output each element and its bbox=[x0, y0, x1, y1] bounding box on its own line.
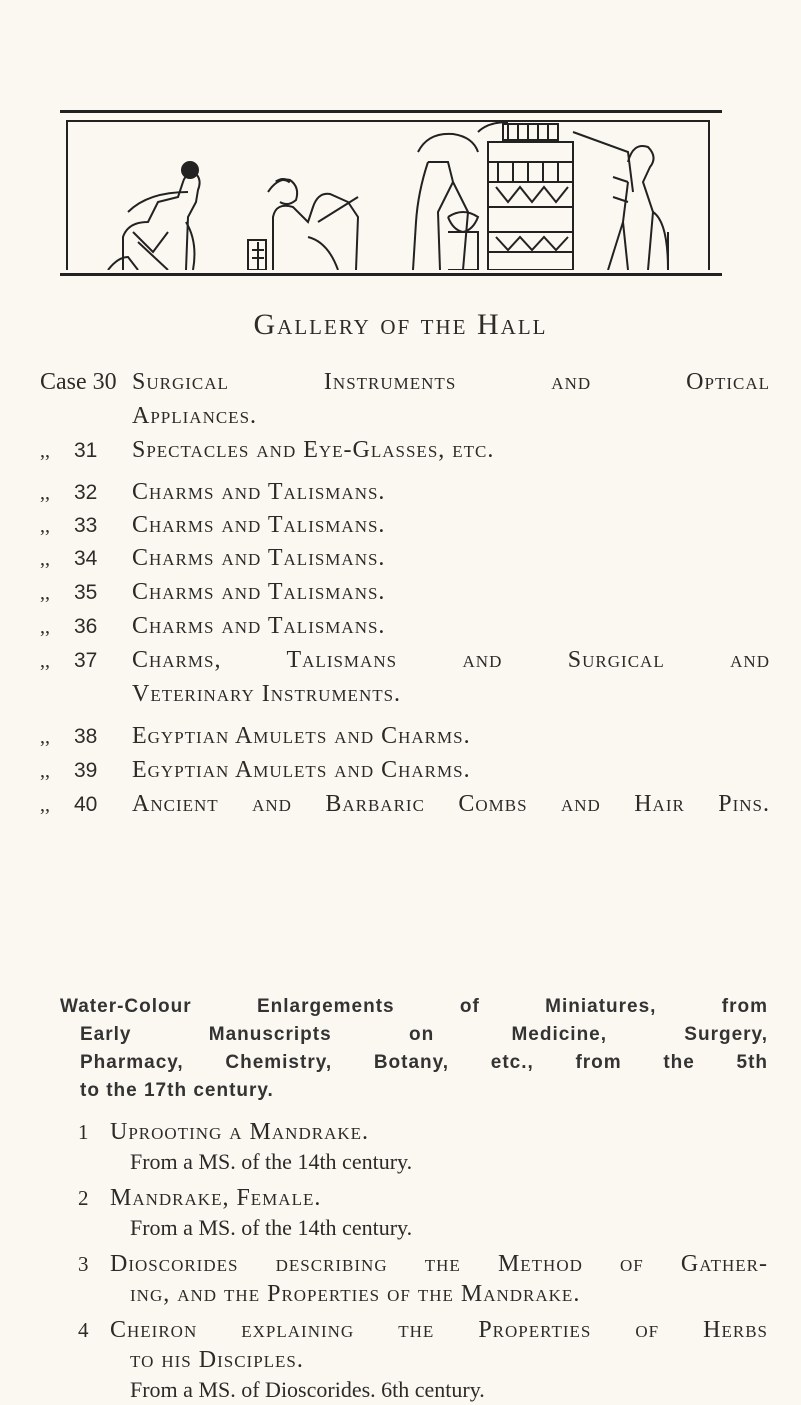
intro-line: Water-Colour Enlargements of Miniatures, from bbox=[60, 996, 768, 1017]
case-title: Charms and Talismans. bbox=[132, 479, 386, 505]
case-title: Egyptian Amulets and Charms. bbox=[132, 723, 471, 749]
case-title: Charms and Talismans. bbox=[132, 579, 386, 605]
item-title: Cheiron explaining the Properties of Herbs to his Disciples. bbox=[110, 1317, 768, 1373]
case-number: ,, 33 bbox=[40, 514, 98, 537]
item-source: From a MS. of Dioscorides. 6th century. bbox=[130, 1377, 485, 1402]
case-row bbox=[40, 508, 770, 541]
item-source: From a MS. of the 14th century. bbox=[130, 1149, 413, 1174]
case-title: Ancient and Barbaric Combs and Hair Pins. bbox=[132, 791, 770, 817]
item-number: 4 bbox=[78, 1318, 89, 1342]
case-row bbox=[40, 541, 770, 575]
case-number: ,, 34 bbox=[40, 547, 98, 570]
watercolour-intro bbox=[60, 993, 768, 1105]
case-number: ,, 32 bbox=[40, 481, 98, 504]
list-item bbox=[78, 1117, 768, 1183]
item-title: Dioscorides describing the Method of Gather- ing, and the Properties of the Mandrake. bbox=[110, 1251, 768, 1307]
list-item bbox=[78, 1315, 768, 1405]
case-title: Spectacles and Eye-Glasses, etc. bbox=[132, 437, 495, 463]
case-row bbox=[40, 787, 770, 821]
case-number: Case 30 bbox=[40, 369, 117, 395]
item-source: From a MS. of the 14th century. bbox=[130, 1215, 413, 1240]
case-row bbox=[40, 475, 770, 508]
frieze-icon bbox=[68, 122, 708, 270]
item-title: Mandrake, Female. bbox=[110, 1185, 322, 1211]
case-title: Egyptian Amulets and Charms. bbox=[132, 757, 471, 783]
case-row bbox=[40, 433, 770, 475]
list-item bbox=[78, 1249, 768, 1315]
gallery-title: Gallery of the Hall bbox=[253, 308, 548, 341]
case-title: Charms and Talismans. bbox=[132, 613, 386, 639]
case-row bbox=[40, 753, 770, 787]
case-title: Charms and Talismans. bbox=[132, 545, 386, 571]
case-row bbox=[40, 365, 770, 433]
item-number: 1 bbox=[78, 1120, 89, 1144]
egyptian-frieze-illustration bbox=[66, 120, 710, 270]
case-number: ,, 39 bbox=[40, 759, 98, 782]
case-row bbox=[40, 643, 770, 719]
case-row bbox=[40, 575, 770, 609]
case-list bbox=[40, 365, 770, 821]
case-title: Charms and Talismans. bbox=[132, 512, 386, 538]
intro-line: to the 17th century. bbox=[80, 1080, 274, 1101]
case-number: ,, 31 bbox=[40, 439, 98, 462]
list-item bbox=[78, 1183, 768, 1249]
item-number: 3 bbox=[78, 1252, 89, 1276]
item-title: Uprooting a Mandrake. bbox=[110, 1119, 370, 1145]
intro-line: Pharmacy, Chemistry, Botany, etc., from the 5th bbox=[80, 1052, 768, 1073]
intro-line: Early Manuscripts on Medicine, Surgery, bbox=[80, 1024, 768, 1045]
case-number: ,, 40 bbox=[40, 793, 98, 816]
case-row bbox=[40, 609, 770, 643]
case-number: ,, 37 bbox=[40, 649, 98, 672]
case-number: ,, 35 bbox=[40, 581, 98, 604]
miniature-list bbox=[78, 1117, 768, 1405]
item-number: 2 bbox=[78, 1186, 89, 1210]
case-title: Surgical Instruments and Optical Appliances. bbox=[132, 369, 770, 429]
case-number: ,, 36 bbox=[40, 615, 98, 638]
case-number: ,, 38 bbox=[40, 725, 98, 748]
case-row bbox=[40, 719, 770, 753]
case-title: Charms, Talismans and Surgical and Veterinary Instruments. bbox=[132, 647, 770, 707]
